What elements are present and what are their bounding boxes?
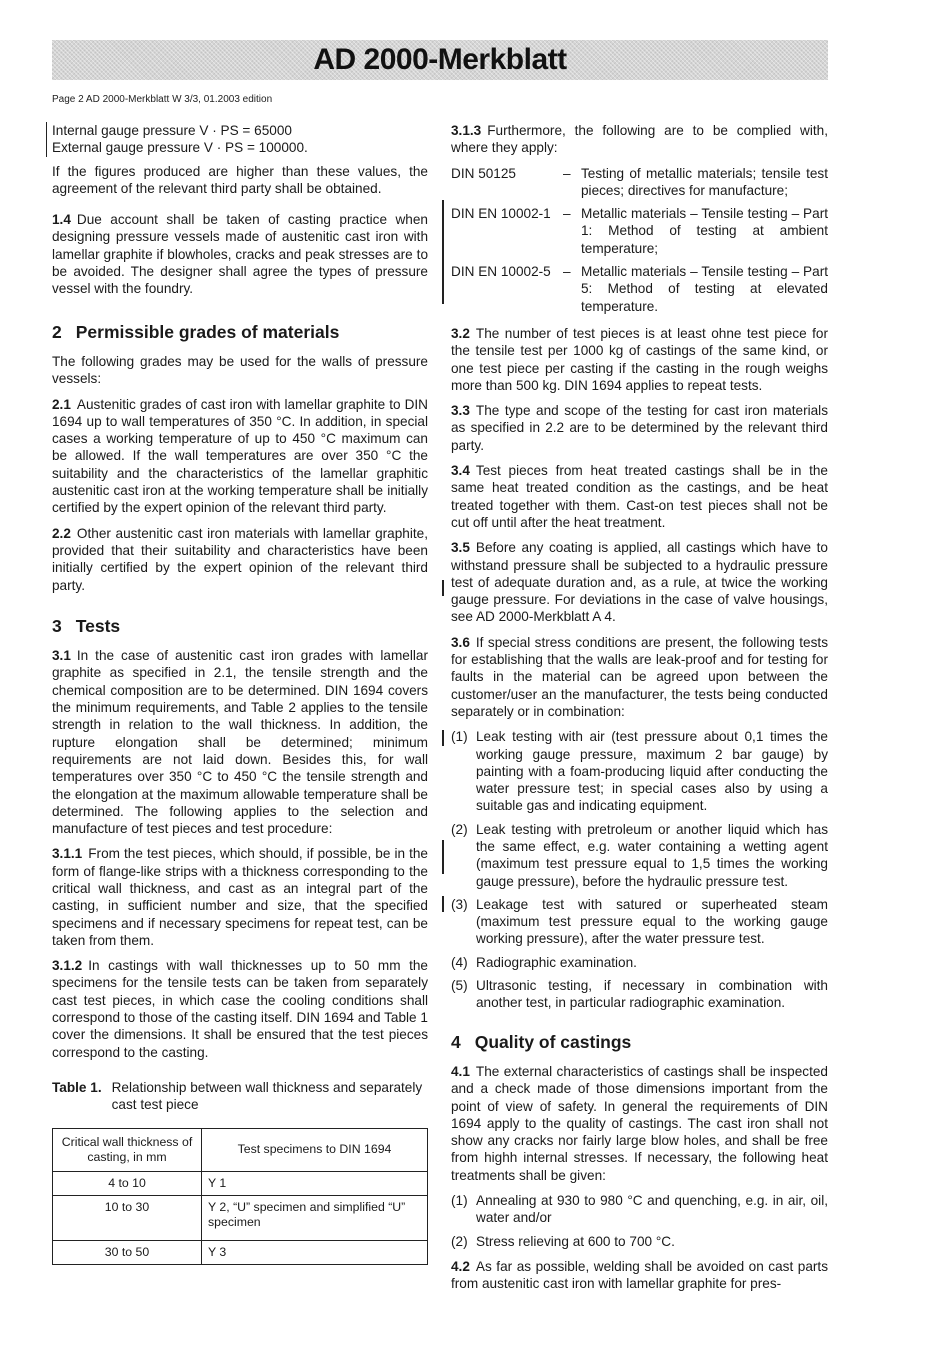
list-marker: (3) [451, 896, 468, 912]
standard-desc: Testing of metallic materials; tensile test pieces; directives for manufacture; [581, 165, 828, 198]
standard-desc: Metallic materials – Tensile testing – Part 1: Method of testing at ambient temperature; [581, 206, 828, 256]
standard-dash: – [563, 165, 571, 181]
table-cell: 4 to 10 [53, 1171, 202, 1195]
section-number: 3.6 [451, 634, 470, 650]
section-1-4 [52, 211, 428, 297]
section-3-1-2 [52, 957, 428, 1061]
list-item [451, 896, 828, 948]
section-text: In castings with wall thicknesses up to 50 mm the specimens for the tensile tests can be taken from separately cast test pieces, in which case the cooling conditions shall correspond to those of the casting itself. DIN 1694 and Table 1 cover the dimensions. It shall be ensured that the test pieces correspond to the casting. [52, 958, 428, 1060]
section-number: 3.1.1 [52, 846, 83, 862]
list-item [451, 977, 828, 1012]
list-marker: (5) [451, 978, 468, 994]
section-text: The number of test pieces is at least ohne test piece for the tensile test per 1000 kg of castings of the same kind, or one test piece per casting if the casting in the rough weighs more than 500 kg. DIN 1694 applies to repeat tests. [451, 325, 828, 393]
standard-id: DIN EN 10002-1 [451, 206, 551, 222]
intro-paragraph: If the figures produced are higher than these values, the agreement of the relevant third party shall be obtained. [52, 163, 428, 196]
section-2-1 [52, 396, 428, 517]
section-number: 4.1 [451, 1063, 470, 1079]
section-number: 1.4 [52, 212, 71, 228]
change-bar [442, 580, 444, 596]
section-3-6 [451, 634, 828, 720]
section-text: As far as possible, welding shall be avoided on cast parts from austenitic cast iron with lamellar graphite for pres- [451, 1258, 828, 1292]
section-3-1-3 [451, 122, 828, 157]
standard-desc: Metallic materials – Tensile testing – Part 5: Method of testing at elevated temperature. [581, 264, 828, 314]
section-3-3 [451, 402, 828, 454]
section-4-2 [451, 1258, 828, 1293]
list-text: Radiographic examination. [476, 954, 637, 970]
standard-id: DIN EN 10002-5 [451, 264, 551, 280]
table-cell: Y 1 [202, 1171, 428, 1195]
list-text: Leakage test with satured or superheated steam (maximum test pressure equal to the working gauge working pressure), after the water pressure test. [476, 896, 828, 947]
section-3-1 [52, 647, 428, 837]
standard-entry [451, 257, 828, 315]
change-bar [442, 200, 444, 304]
section-number: 3.1.3 [451, 123, 482, 138]
table-cell: 30 to 50 [53, 1240, 202, 1264]
table-row [53, 1240, 428, 1264]
section-number: 2.2 [52, 525, 71, 541]
section-number: 3.4 [451, 463, 470, 479]
table-header-cell: Critical wall thickness of casting, in mm [53, 1128, 202, 1171]
page-reference: Page 2 AD 2000-Merkblatt W 3/3, 01.2003 edition [52, 94, 273, 105]
left-column [52, 122, 428, 1265]
section-number: 3.5 [451, 540, 470, 556]
list-marker: (2) [451, 821, 468, 837]
section-number: 3.1 [52, 648, 71, 664]
table-cell: 10 to 30 [53, 1195, 202, 1240]
heading-section-3 [52, 615, 428, 636]
table-1-caption [52, 1079, 428, 1114]
pressure-external: External gauge pressure V · PS = 100000. [52, 140, 308, 156]
heading-number: 2 [52, 321, 62, 342]
heading-section-4 [451, 1031, 828, 1052]
section-2-2 [52, 525, 428, 594]
section-text: Due account shall be taken of casting practice when designing pressure vessels made of austenitic cast iron with lamellar graphite if blowholes, cracks and peak stresses are to be avoided. The designer shall agree the types of pressure vessel with the foundry. [52, 212, 428, 297]
table-header-row [53, 1128, 428, 1171]
standard-dash: – [563, 264, 571, 280]
table-1 [52, 1128, 428, 1265]
list-marker: (2) [451, 1233, 468, 1249]
table-header-cell: Test specimens to DIN 1694 [202, 1128, 428, 1171]
list-item [451, 821, 828, 890]
section-text: Austenitic grades of cast iron with lamellar graphite to DIN 1694 up to wall temperatures of 350 °C. In addition, in special cases a working temperature of up to 450 °C maximum can be allowed. If the wall temperatures are over 350 °C the suitability and the characteristics of the lamellar graphitic austenitic cast iron at the working temperature shall be initially certified by the expert opinion of the relevant third party. [52, 396, 428, 516]
section-text: Test pieces from heat treated castings shall be in the same heat treated condition as the castings, and be heat treated together with them. Cast-on test pieces shall not be cut off until after the heat treatment. [451, 463, 828, 530]
list-text: Ultrasonic testing, if necessary in combination with another test, in particular radiographic examination. [476, 978, 828, 1011]
section-3-5 [451, 539, 828, 625]
document-title: AD 2000-Merkblatt [313, 43, 567, 76]
header-banner [52, 40, 828, 80]
pressure-internal: Internal gauge pressure V · PS = 65000 [52, 123, 292, 138]
heat-treatment-list [451, 1192, 828, 1250]
section-text: Before any coating is applied, all castings which have to withstand pressure shall be subjected to a hydraulic pressure test of adequate duration and, as a rule, at twice the working gauge pressure. For deviations in the case of valve housings, see AD 2000-Merkblatt A 4. [451, 540, 828, 625]
section-number: 3.2 [451, 325, 470, 341]
list-text: Leak testing with pretroleum or another liquid which has the same effect, e.g. water containing a wetting agent (maximum test pressure equal to 1,5 times the working gauge pressure), before the hydraulic pressure test. [476, 821, 828, 889]
section-text: From the test pieces, which should, if possible, be in the form of flange-like strips with a thickness corresponding to the critical wall thickness, and cast as an integral part of the casting, in sufficient number and size, that the specified specimens and if necessary specimens for repeat test, can be taken from them. [52, 846, 428, 948]
list-item [451, 728, 828, 814]
list-text: Stress relieving at 600 to 700 °C. [476, 1233, 675, 1249]
list-marker: (1) [451, 1193, 468, 1209]
list-text: Leak testing with air (test pressure about 0,1 times the working gauge pressure, maximum 2 bar gauge) by painting with a foam-producing liquid after conducting the water pressure test; in special cases also by using a suitable gas and indicating equipment. [476, 729, 828, 814]
table-label: Table 1. [52, 1079, 102, 1095]
section-text: The external characteristics of castings shall be inspected and a check made of those dimensions important from the point of view of safety. In general the requirements of DIN 1694 apply to the quality of castings. The cast iron shall not show any cracks nor fairly large blow holes, and shall be free from highh internal stresses. If necessary, the following heat treatments shall be given: [451, 1063, 828, 1183]
change-bar [442, 896, 444, 912]
list-item [451, 954, 828, 971]
table-cell: Y 3 [202, 1240, 428, 1264]
right-column [451, 122, 828, 1301]
section-4-1 [451, 1063, 828, 1184]
change-bar [442, 730, 444, 746]
section-3-1-1 [52, 845, 428, 949]
table-caption-text: Relationship between wall thickness and separately cast test piece [111, 1079, 423, 1113]
heading-title: Quality of castings [474, 1031, 632, 1052]
section-text: Other austenitic cast iron materials with lamellar graphite, provided that their suitability and characteristics have been initially certified by the expert opinion of the relevant third party. [52, 525, 428, 593]
section-number: 3.1.2 [52, 958, 83, 974]
heading-title: Tests [75, 615, 121, 636]
table-cell: Y 2, “U” specimen and simplified “U” specimen [202, 1195, 428, 1240]
heading-title: Permissible grades of materials [75, 321, 340, 342]
standard-id: DIN 50125 [451, 165, 516, 181]
list-text: Annealing at 930 to 980 °C and quenching, e.g. in air, oil, water and/or [476, 1193, 828, 1226]
section-text: Furthermore, the following are to be complied with, where they apply: [451, 123, 828, 156]
section-3-4 [451, 462, 828, 531]
tests-list [451, 728, 828, 1011]
section-2-intro: The following grades may be used for the walls of pressure vessels: [52, 353, 428, 387]
list-marker: (4) [451, 954, 468, 970]
section-number: 2.1 [52, 396, 71, 412]
section-text: The type and scope of the testing for cast iron materials as specified in 2.2 are to be determined by the relevant third party. [451, 403, 828, 453]
list-item [451, 1233, 828, 1250]
table-row [53, 1171, 428, 1195]
section-number: 3.3 [451, 403, 470, 419]
list-item [451, 1192, 828, 1227]
standards-list [451, 165, 828, 315]
heading-section-2 [52, 321, 428, 342]
section-3-2 [451, 325, 828, 394]
heading-number: 4 [451, 1031, 461, 1052]
section-number: 4.2 [451, 1258, 470, 1274]
list-marker: (1) [451, 729, 468, 745]
heading-number: 3 [52, 615, 62, 636]
standard-entry [451, 165, 828, 200]
pressure-block [46, 122, 428, 157]
change-bar [442, 840, 444, 874]
section-text: In the case of austenitic cast iron grades with lamellar graphite as specified in 2.1, the tensile strength and the chemical composition are to be determined. DIN 1694 covers the minimum requirements, and Table 2 applies to the tensile strength in relation to the wall thickness. In addition, the rupture elongation shall be determined; minimum requirements are not laid down. Besides this, for wall temperatures over 350 °C to 450 °C the tensile strength and the elongation at the maximum allowable temperature shall be determined. The following applies to the selection and manufacture of test pieces and test procedure: [52, 648, 428, 837]
standard-dash: – [563, 206, 571, 222]
table-row [53, 1195, 428, 1240]
section-text: If special stress conditions are present, the following tests for establishing that the walls are leak-proof and for testing for faults in the material can be agreed upon between the customer/user an the manufacturer, the tests being conducted separately or in combination: [451, 634, 828, 719]
standard-entry [451, 199, 828, 257]
